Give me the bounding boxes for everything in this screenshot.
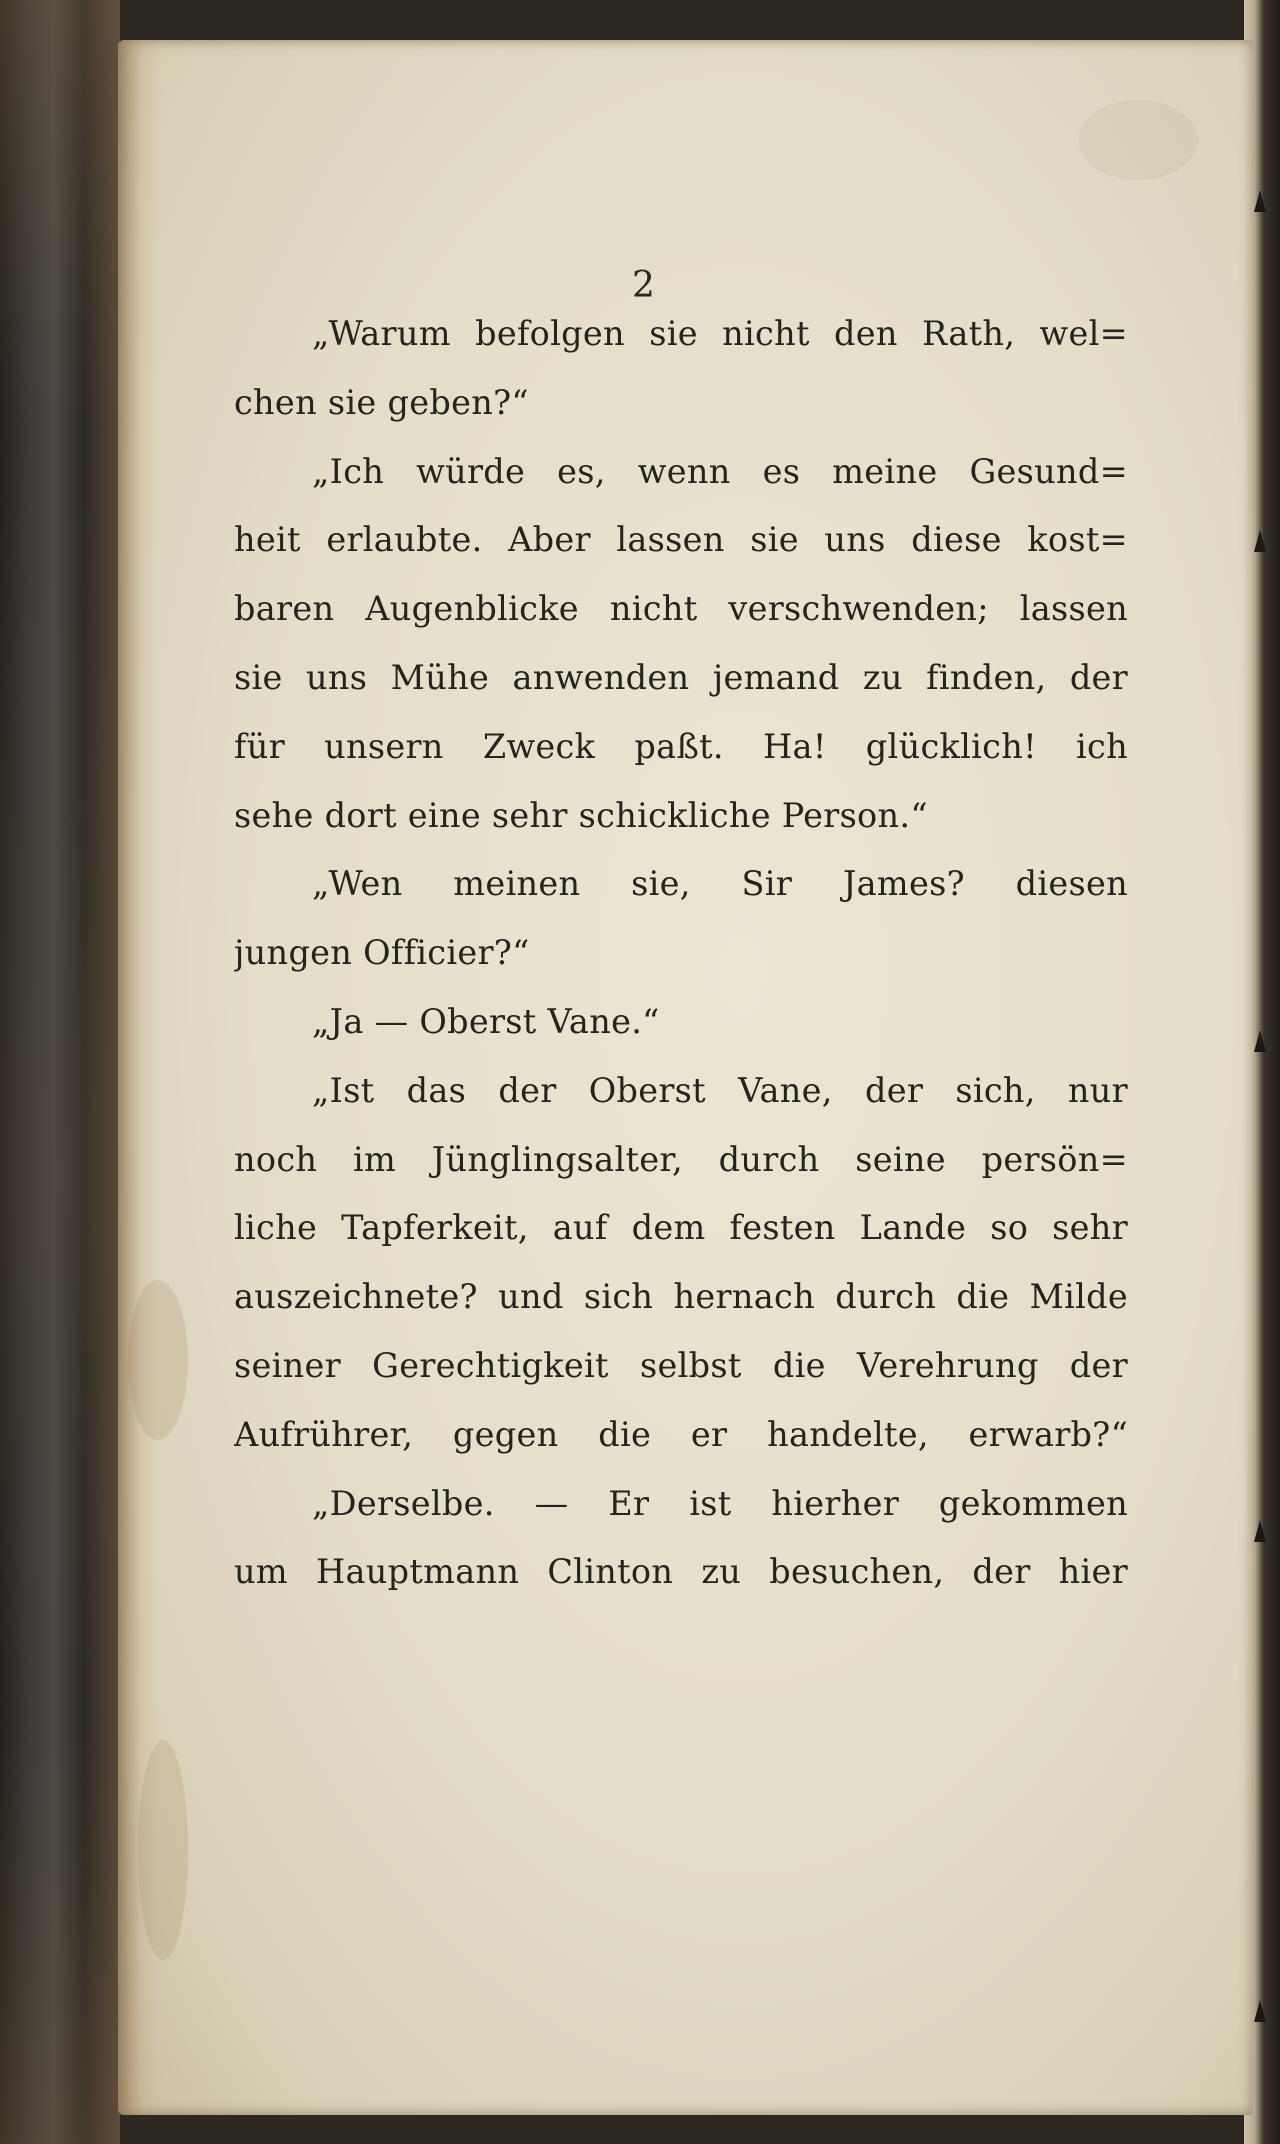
- text-line: noch im Jünglingsalter, durch seine persön=: [234, 1139, 1128, 1179]
- text-line: sehe dort eine sehr schickliche Person.“: [234, 795, 928, 835]
- text-line: sie uns Mühe anwenden jemand zu finden, der: [234, 657, 1128, 697]
- text-line: „Ja — Oberst Vane.“: [312, 1001, 660, 1041]
- book-cover-left-edge: [0, 0, 120, 2144]
- page-number: 2: [632, 265, 655, 306]
- text-line: chen sie geben?“: [234, 382, 529, 422]
- text-line: „Ist das der Oberst Vane, der sich, nur: [312, 1070, 1128, 1110]
- text-line: auszeichnete? und sich hernach durch die Milde: [234, 1277, 1128, 1317]
- text-line: baren Augenblicke nicht verschwenden; lassen: [234, 589, 1128, 629]
- text-line: „Wen meinen sie, Sir James? diesen: [312, 864, 1128, 904]
- paper-stain: [128, 1280, 188, 1440]
- text-line: „Derselbe. — Er ist hierher gekommen: [312, 1483, 1128, 1523]
- text-line: Aufrührer, gegen die er handelte, erwarb?“: [234, 1414, 1128, 1454]
- paper-stain: [138, 1740, 188, 1960]
- text-line: heit erlaubte. Aber lassen sie uns diese kost=: [234, 520, 1128, 560]
- text-line: „Warum befolgen sie nicht den Rath, wel=: [312, 314, 1128, 353]
- paper-stain: [1078, 100, 1198, 180]
- text-line: seiner Gerechtigkeit selbst die Verehrung der: [234, 1345, 1128, 1385]
- text-line: liche Tapferkeit, auf dem festen Lande so sehr: [234, 1208, 1128, 1248]
- text-line: um Hauptmann Clinton zu besuchen, der hier: [234, 1552, 1128, 1592]
- text-line: „Ich würde es, wenn es meine Gesund=: [312, 451, 1128, 491]
- body-text: [234, 300, 1128, 1607]
- text-line: jungen Officier?“: [234, 933, 530, 973]
- text-line: für unsern Zweck paßt. Ha! glücklich! ich: [234, 726, 1128, 766]
